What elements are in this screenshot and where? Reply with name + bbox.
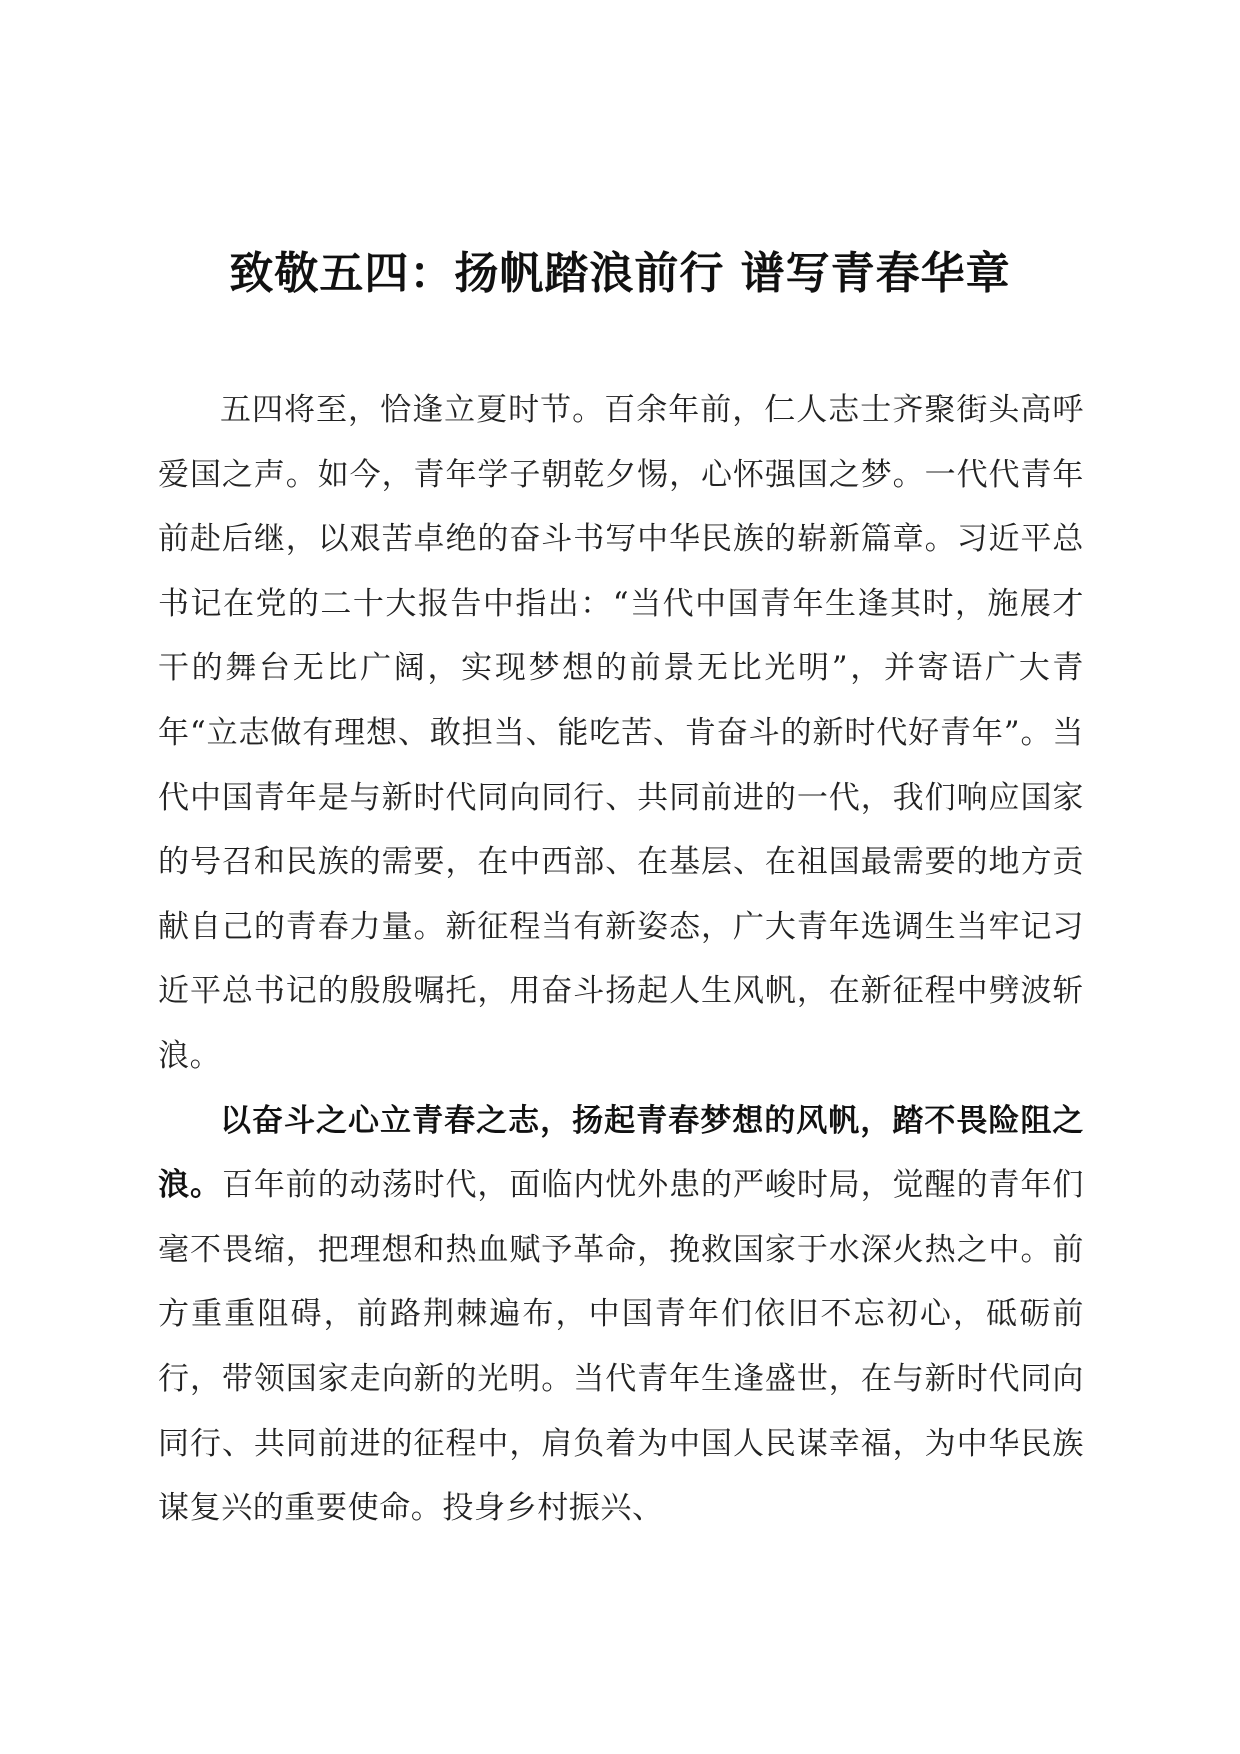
document-body: [158, 378, 1084, 1541]
document-title: 致敬五四：扬帆踏浪前行 谱写青春华章: [229, 248, 1011, 299]
paragraph-struggle-text: 百年前的动荡时代，面临内忧外患的严峻时局，觉醒的青年们毫不畏缩，把理想和热血赋予革命，挽救国家于水深火热之中。前方重重阻碍，前路荆棘遍布，中国青年们依旧不忘初心，砥砺前行，带领国家走向新的光明。当代青年生逢盛世，在与新时代同向同行、共同前进的征程中，肩负着为中国人民谋幸福，为中华民族谋复兴的重要使命。投身乡村振兴、: [158, 1167, 1084, 1527]
paragraph-intro: [158, 378, 1084, 1089]
paragraph-struggle: [158, 1089, 1084, 1541]
paragraph-struggle-lead: 以奋斗之心立青春之志，扬起青春梦想的风帆，踏不畏险阻之浪。: [158, 1102, 1084, 1204]
paragraph-intro-text: 五四将至，恰逢立夏时节。百余年前，仁人志士齐聚街头高呼爱国之声。如今，青年学子朝乾夕惕，心怀强国之梦。一代代青年前赴后继，以艰苦卓绝的奋斗书写中华民族的崭新篇章。习近平总书记在党的二十大报告中指出：“当代中国青年生逢其时，施展才干的舞台无比广阔，实现梦想的前景无比光明”，并寄语广大青年“立志做有理想、敢担当、能吃苦、肯奋斗的新时代好青年”。当代中国青年是与新时代同向同行、共同前进的一代，我们响应国家的号召和民族的需要，在中西部、在基层、在祖国最需要的地方贡献自己的青春力量。新征程当有新姿态，广大青年选调生当牢记习近平总书记的殷殷嘱托，用奋斗扬起人生风帆，在新征程中劈波斩浪。: [158, 392, 1084, 1074]
